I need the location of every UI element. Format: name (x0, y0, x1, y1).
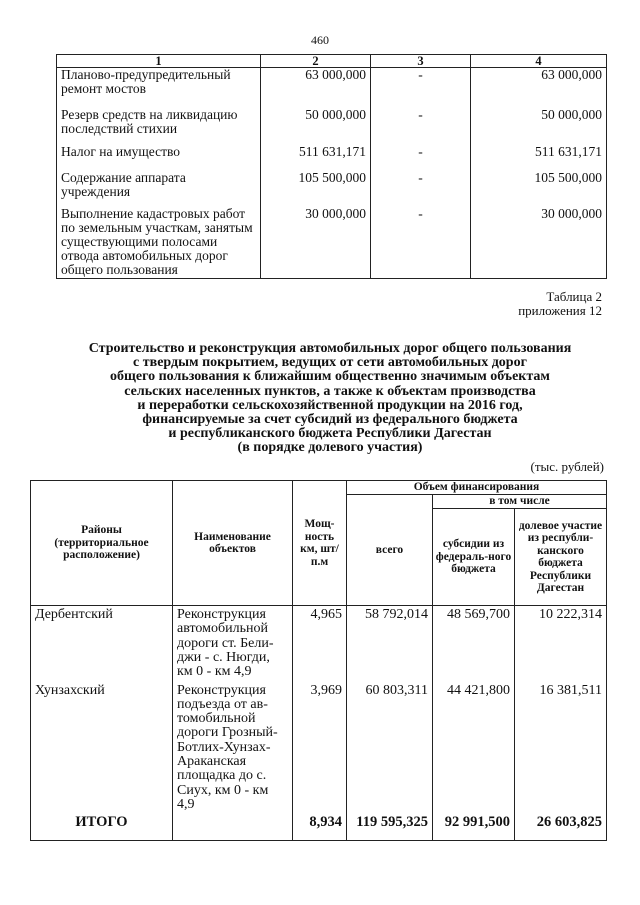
row-value: - (371, 68, 471, 108)
total-label: ИТОГО (31, 815, 173, 841)
table-row (57, 145, 607, 171)
row-value: - (371, 145, 471, 171)
row-name: Содержание аппарата учреждения (57, 171, 261, 207)
table-row (31, 684, 607, 815)
row-name: Выполнение кадастровых работ по земельным участкам, занятым существующими полосами отвода автомобильных дорог общего пользования (57, 207, 261, 279)
title-line: и республиканского бюджета Республики Дагестан (168, 426, 492, 442)
table-title (40, 342, 620, 456)
row-name: Налог на имущество (57, 145, 261, 171)
row-object: Реконструкция автомобильной дороги ст. Бели-джи - с. Нюгди, км 0 - км 4,9 (173, 606, 293, 684)
header-including: в том числе (433, 495, 607, 509)
table-header-row (31, 481, 607, 495)
row-value: 50 000,000 (471, 108, 607, 145)
table-row (31, 606, 607, 684)
total-federal: 92 991,500 (433, 815, 515, 841)
total-sum: 119 595,325 (347, 815, 433, 841)
row-federal: 44 421,800 (433, 684, 515, 815)
table-header-row (57, 55, 607, 68)
title-line: и переработки сельскохозяйственной продукции на 2016 год, (137, 397, 523, 413)
row-value: - (371, 171, 471, 207)
budget-table-continuation (56, 54, 607, 279)
title-line: Строительство и реконструкция автомобильных дорог общего пользования (88, 341, 572, 356)
row-value: 105 500,000 (471, 171, 607, 207)
column-header: 4 (471, 55, 607, 68)
column-header: 1 (57, 55, 261, 68)
row-total: 58 792,014 (347, 606, 433, 684)
column-header: 3 (371, 55, 471, 68)
header-republic: долевое участие из республи-канского бюджета Республики Дагестан (515, 509, 607, 606)
title-line: с твердым покрытием, ведущих от сети автомобильных дорог (133, 355, 527, 371)
row-value: 511 631,171 (261, 145, 371, 171)
total-capacity: 8,934 (293, 815, 347, 841)
row-object: Реконструкция подъезда от ав-томобильной дороги Грозный-Ботлих-Хунзах-Араканская площадка до с. Сиух, км 0 - км 4,9 (173, 684, 293, 815)
total-row (31, 815, 607, 841)
row-total: 60 803,311 (347, 684, 433, 815)
row-federal: 48 569,700 (433, 606, 515, 684)
row-value: - (371, 108, 471, 145)
title-line: сельских населенных пунктов, а также к объектам производства (124, 383, 536, 399)
row-value: 511 631,171 (471, 145, 607, 171)
row-capacity: 3,969 (293, 684, 347, 815)
row-capacity: 4,965 (293, 606, 347, 684)
header-capacity: Мощ-ность км, шт/п.м (293, 481, 347, 606)
row-name: Планово-предупредительный ремонт мостов (57, 68, 261, 108)
units-note: (тыс. рублей) (530, 459, 604, 474)
total-republic: 26 603,825 (515, 815, 607, 841)
row-name: Резерв средств на ликвидацию последствий стихии (57, 108, 261, 145)
table-number: Таблица 2 (546, 289, 602, 304)
table-row (57, 108, 607, 145)
column-header: 2 (261, 55, 371, 68)
appendix-number: приложения 12 (518, 303, 602, 318)
header-financing: Объем финансирования (347, 481, 607, 495)
header-federal: субсидии из федераль-ного бюджета (433, 509, 515, 606)
row-district: Хунзахский (31, 684, 173, 815)
row-value: 30 000,000 (261, 207, 371, 279)
row-value: - (371, 207, 471, 279)
table-row (57, 207, 607, 279)
title-line: (в порядке долевого участия) (237, 440, 423, 456)
page-number: 460 (311, 33, 329, 47)
row-republic: 16 381,511 (515, 684, 607, 815)
row-value: 63 000,000 (471, 68, 607, 108)
table-row (57, 68, 607, 108)
total-object-empty (173, 815, 293, 841)
row-value: 105 500,000 (261, 171, 371, 207)
row-value: 30 000,000 (471, 207, 607, 279)
table-reference (518, 290, 602, 318)
road-construction-table (30, 480, 607, 841)
title-line: общего пользования к ближайшим общественно значимым объектам (110, 369, 550, 385)
row-republic: 10 222,314 (515, 606, 607, 684)
row-value: 50 000,000 (261, 108, 371, 145)
title-line: финансируемые за счет субсидий из федерального бюджета (142, 412, 518, 428)
header-total: всего (347, 495, 433, 606)
header-object: Наименование объектов (173, 481, 293, 606)
table-row (57, 171, 607, 207)
row-value: 63 000,000 (261, 68, 371, 108)
header-district: Районы (территориальное расположение) (31, 481, 173, 606)
row-district: Дербентский (31, 606, 173, 684)
